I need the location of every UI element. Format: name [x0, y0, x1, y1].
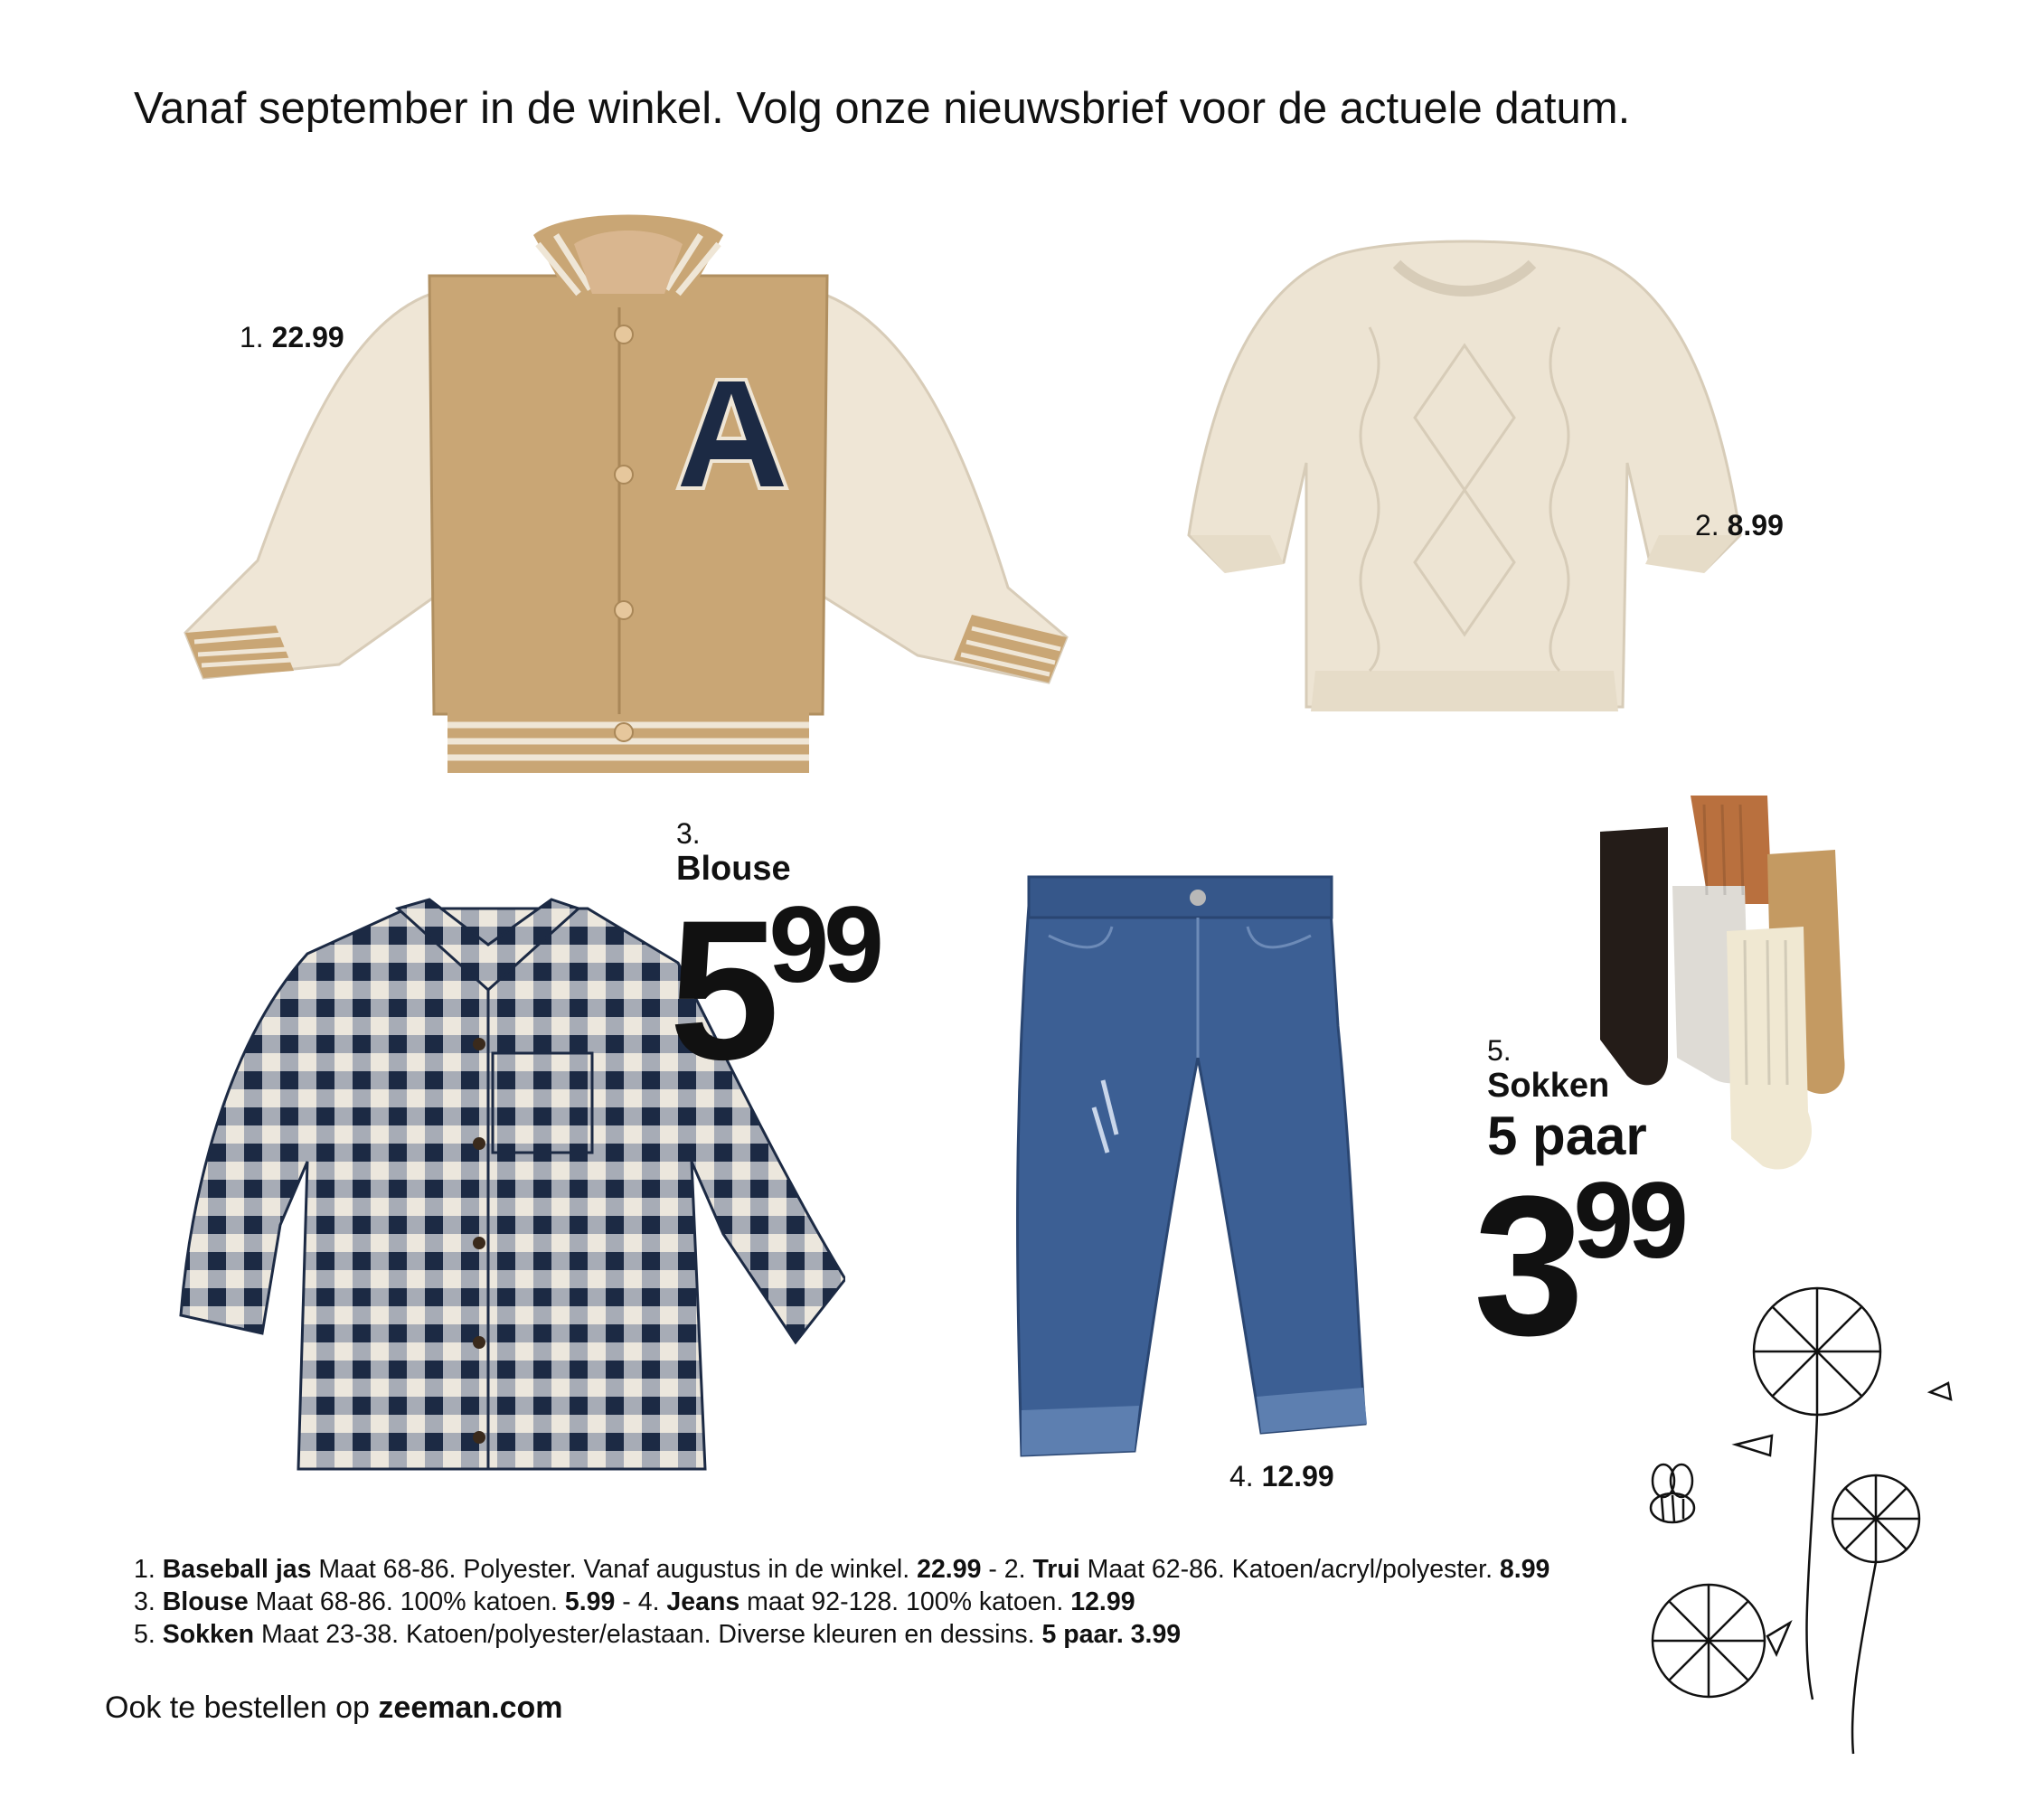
item-2-number: 2. [1695, 509, 1719, 541]
legend-description: Maat 68-86. Polyester. Vanaf augustus in de winkel. [318, 1555, 910, 1584]
item-4-number: 4. [1229, 1460, 1254, 1493]
item-3-big-price [669, 879, 879, 1101]
headline: Vanaf september in de winkel. Volg onze nieuwsbrief voor de actuele datum. [134, 84, 1631, 133]
legend-separator: - [988, 1555, 997, 1584]
item-3-name: Blouse [676, 850, 791, 889]
item-5-heading [1487, 1035, 1647, 1166]
legend-price: 8.99 [1499, 1555, 1550, 1584]
item-3-price-euros: 5 [669, 879, 775, 1101]
legend-product-name: Baseball jas [162, 1555, 312, 1584]
legend-product-name: Trui [1032, 1555, 1080, 1584]
item-3-number: 3. [676, 817, 701, 850]
footer-order-online [105, 1690, 563, 1726]
item-1-number: 1. [240, 321, 264, 353]
item-5-price-euros: 3 [1474, 1154, 1579, 1377]
item-5-price-cents: 99 [1573, 1160, 1683, 1281]
knit-sweater-image [1180, 237, 1749, 725]
jeans-image [1013, 863, 1374, 1464]
legend-number: 3. [134, 1587, 155, 1616]
legend-product-name: Blouse [162, 1587, 249, 1616]
item-5-number: 5. [1487, 1034, 1512, 1067]
footer-prefix: Ook te bestellen op [105, 1690, 370, 1725]
baseball-jacket-image [176, 208, 1080, 777]
item-1-price: 22.99 [271, 321, 344, 353]
footer-site-link[interactable]: zeeman.com [378, 1690, 563, 1725]
legend-description: maat 92-128. 100% katoen. [747, 1587, 1064, 1616]
item-5-name: Sokken [1487, 1067, 1610, 1106]
legend-line-1 [134, 1553, 1549, 1586]
legend-price: 22.99 [917, 1555, 982, 1584]
legend-description: Maat 62-86. Katoen/acryl/polyester. [1087, 1555, 1493, 1584]
legend-product-name: Jeans [666, 1587, 740, 1616]
item-4-price: 12.99 [1261, 1460, 1334, 1493]
legend-price: 12.99 [1070, 1587, 1135, 1616]
legend-number: 5. [134, 1620, 155, 1649]
legend-description: Maat 23-38. Katoen/polyester/elastaan. Diverse kleuren en dessins. [261, 1620, 1035, 1649]
legend-separator: - [622, 1587, 631, 1616]
legend-description: Maat 68-86. 100% katoen. [255, 1587, 558, 1616]
legend-number: 2. [1003, 1555, 1026, 1584]
item-5-subtitle: 5 paar [1487, 1105, 1647, 1166]
legend-number: 4. [637, 1587, 660, 1616]
legend-price: 5.99 [564, 1587, 616, 1616]
item-2-price: 8.99 [1727, 509, 1784, 541]
legend-price: 5 paar. 3.99 [1041, 1620, 1182, 1649]
item-1-price-label [240, 321, 344, 354]
item-3-price-cents: 99 [768, 884, 879, 1005]
legend-line-3 [134, 1618, 1549, 1651]
legend-product-name: Sokken [162, 1620, 255, 1649]
legend-line-2 [134, 1586, 1549, 1618]
legend-number: 1. [134, 1555, 155, 1584]
flower-doodle-illustration [1645, 1275, 1971, 1763]
item-2-price-label [1695, 509, 1784, 542]
product-details-legend [134, 1553, 1549, 1651]
item-4-price-label [1229, 1460, 1334, 1493]
